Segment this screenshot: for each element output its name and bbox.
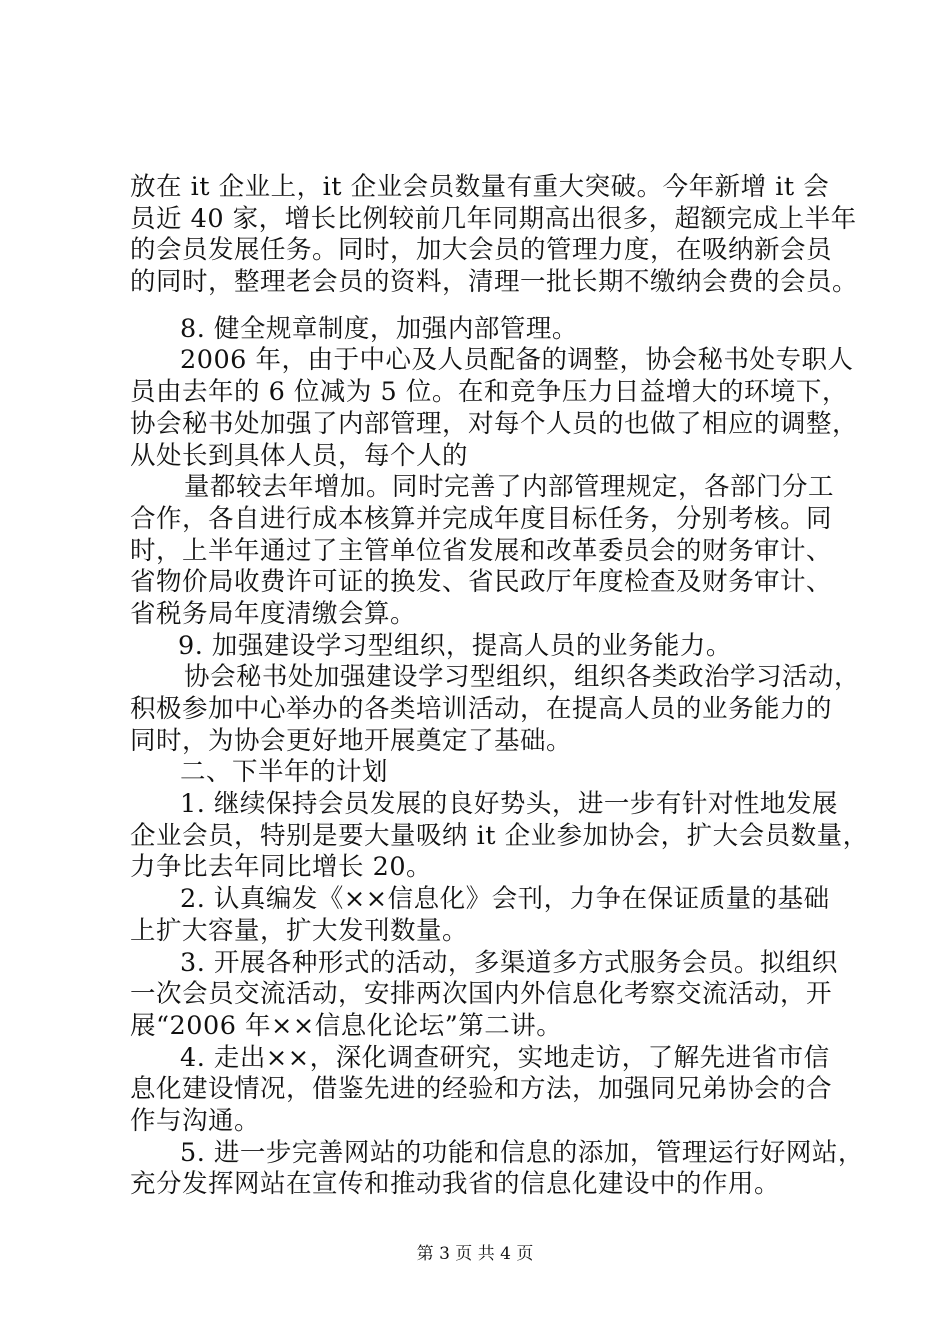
paragraph-line: 协会秘书处加强了内部管理，对每个人员的也做了相应的调整， — [130, 408, 859, 439]
paragraph-line: 时，上半年通过了主管单位省发展和改革委员会的财务审计、 — [130, 535, 833, 566]
paragraph-line: 展“2006 年××信息化论坛”第二讲。 — [130, 1010, 563, 1041]
paragraph-line: 合作，各自进行成本核算并完成年度目标任务，分别考核。同 — [130, 503, 833, 534]
paragraph-line: 作与沟通。 — [130, 1105, 261, 1136]
paragraph-line: 4. 走出××，深化调查研究，实地走访，了解先进省市信 — [180, 1042, 830, 1073]
paragraph-line: 1. 继续保持会员发展的良好势头，进一步有针对性地发展 — [180, 789, 838, 820]
document-body — [130, 172, 869, 1201]
paragraph-line: 量都较去年增加。同时完善了内部管理规定，各部门分工 — [184, 472, 835, 503]
paragraph-line: 员由去年的 6 位减为 5 位。在和竞争压力日益增大的环境下， — [130, 377, 848, 408]
paragraph-gap — [130, 299, 840, 314]
paragraph-line: 一次会员交流活动，安排两次国内外信息化考察交流活动，开 — [130, 979, 833, 1010]
section-heading: 9. 加强建设学习型组织，提高人员的业务能力。 — [178, 630, 732, 661]
paragraph-line: 省物价局收费许可证的换发、省民政厅年度检查及财务审计、 — [130, 567, 833, 598]
paragraph-line: 充分发挥网站在宣传和推动我省的信息化建设中的作用。 — [130, 1169, 781, 1200]
section-heading: 8. 健全规章制度，加强内部管理。 — [180, 313, 578, 344]
paragraph-line: 3. 开展各种形式的活动，多渠道多方式服务会员。拟组织 — [180, 947, 838, 978]
paragraph-line: 省税务局年度清缴会算。 — [130, 598, 417, 629]
paragraph-line: 的同时，整理老会员的资料，清理一批长期不缴纳会费的会员。 — [130, 267, 859, 298]
paragraph-line: 积极参加中心举办的各类培训活动，在提高人员的业务能力的 — [130, 694, 833, 724]
paragraph-line: 息化建设情况，借鉴先进的经验和方法，加强同兄弟协会的合 — [130, 1074, 833, 1105]
paragraph-line: 力争比去年同比增长 20。 — [130, 852, 433, 883]
paragraph-line: 上扩大容量，扩大发刊数量。 — [130, 915, 469, 946]
paragraph-line: 企业会员，特别是要大量吸纳 it 企业参加协会，扩大会员数量， — [130, 820, 869, 851]
paragraph-line: 2. 认真编发《××信息化》会刊，力争在保证质量的基础 — [180, 884, 830, 915]
paragraph-line: 放在 it 企业上，it 企业会员数量有重大突破。今年新增 it 会 — [130, 172, 830, 202]
paragraph-line: 的会员发展任务。同时，加大会员的管理力度，在吸纳新会员 — [130, 235, 833, 266]
paragraph-line: 员近 40 家，增长比例较前几年同期高出很多，超额完成上半年 — [130, 203, 857, 234]
paragraph-line: 同时，为协会更好地开展奠定了基础。 — [130, 725, 573, 756]
paragraph-line: 协会秘书处加强建设学习型组织，组织各类政治学习活动， — [184, 662, 861, 693]
page-footer: 第 3 页 共 4 页 — [416, 1244, 534, 1264]
paragraph-line: 2006 年，由于中心及人员配备的调整，协会秘书处专职人 — [180, 345, 854, 376]
paragraph-line: 从处长到具体人员，每个人的 — [130, 440, 469, 471]
section-heading: 二、下半年的计划 — [180, 757, 389, 788]
paragraph-line: 5. 进一步完善网站的功能和信息的添加，管理运行好网站， — [180, 1137, 864, 1168]
